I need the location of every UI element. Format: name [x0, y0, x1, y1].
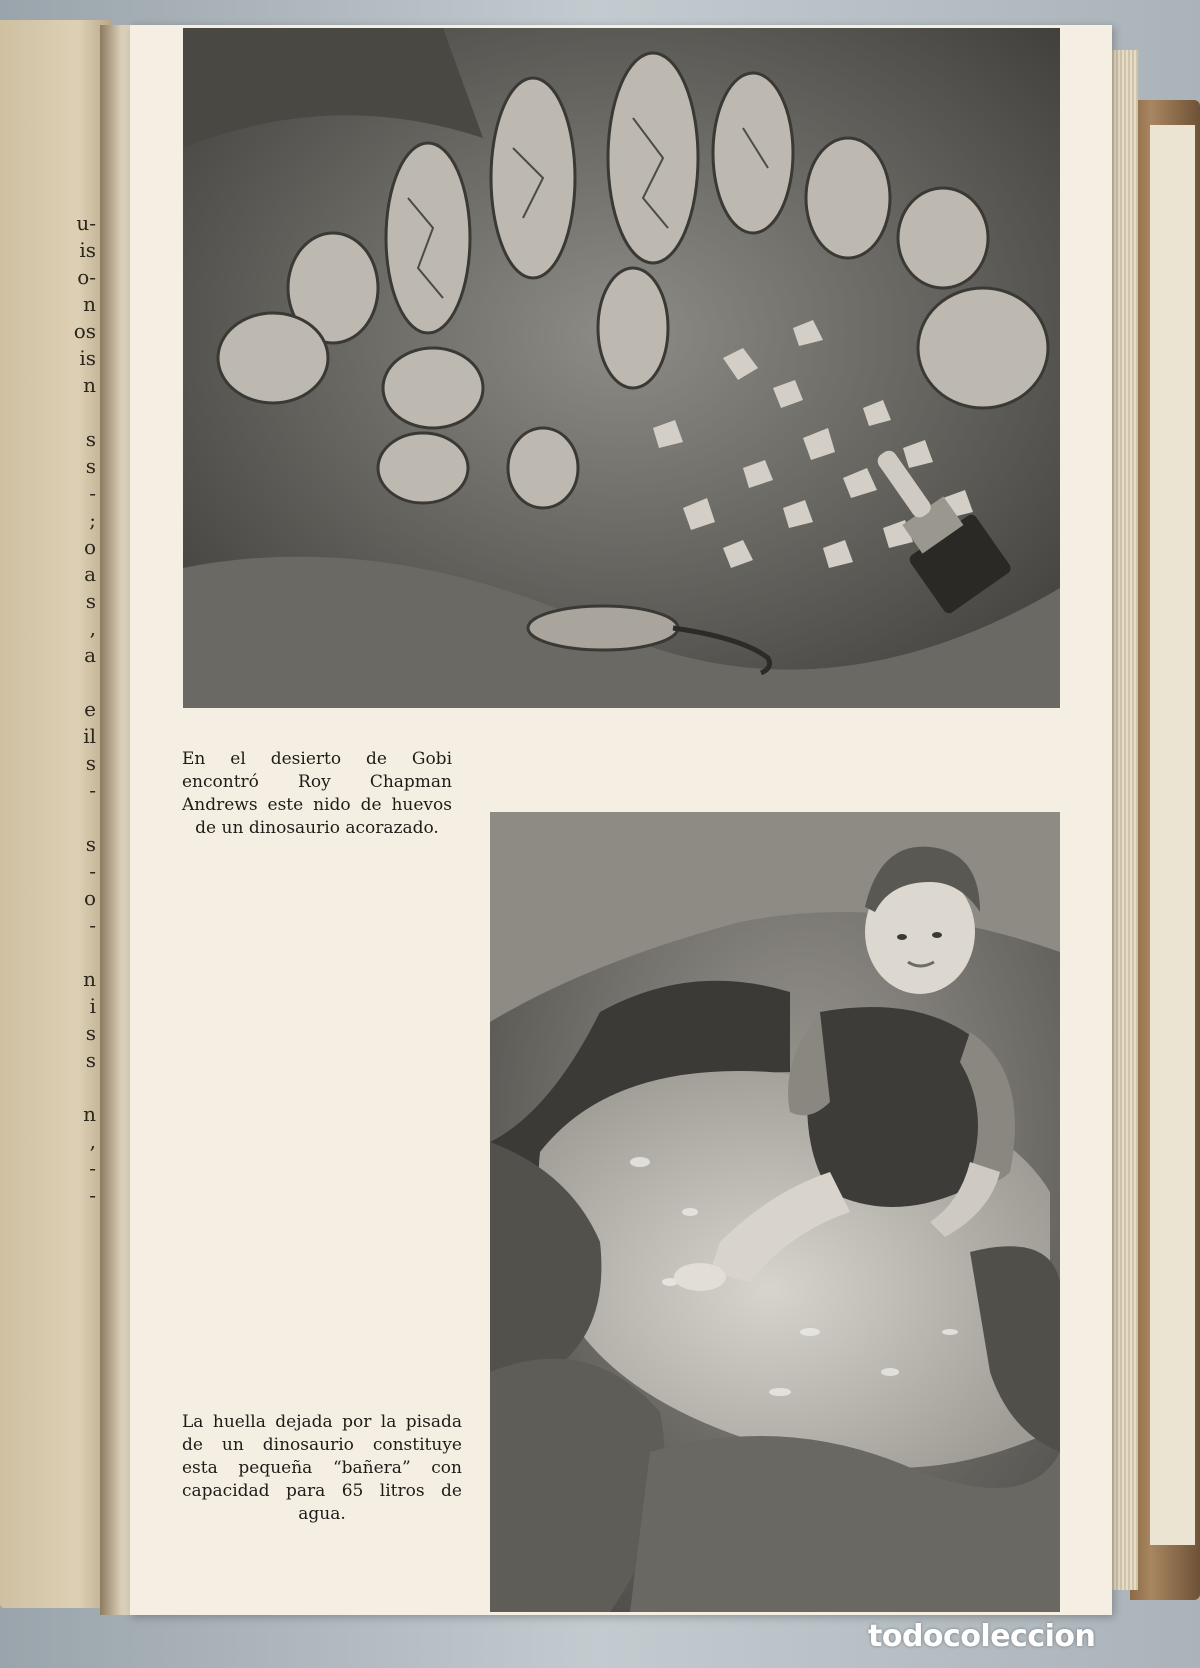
left-page-fragment: os: [73, 319, 96, 343]
left-page-fragment: s: [85, 751, 96, 775]
left-page-fragment: [0, 1074, 100, 1101]
left-page-fragment: is: [79, 238, 96, 262]
left-page-fragment: il: [83, 724, 96, 748]
left-page-fragment: -: [89, 859, 96, 883]
left-page-fragment: [0, 399, 100, 426]
left-page-fragment: u-: [76, 211, 96, 235]
left-page-fragment: o: [83, 886, 96, 910]
left-page-fragment: a: [84, 562, 96, 586]
left-page-fragment: s: [85, 427, 96, 451]
child-in-footprint-photo: [490, 812, 1060, 1612]
left-page-fragment: s: [85, 832, 96, 856]
left-page-fragment: ,: [89, 616, 96, 640]
watermark: [868, 1610, 1198, 1662]
bottom-photo-caption: La huella dejada por la pisada de un dinosaurio constituye esta pequeña “bañera” con capacidad para 65 litros de agua.: [182, 1412, 462, 1524]
left-page-fragment: n: [83, 292, 96, 316]
left-page-fragment: n: [83, 967, 96, 991]
left-page-fragment: a: [84, 643, 96, 667]
dinosaur-eggs-photo: [183, 28, 1060, 708]
left-page-fragment: s: [85, 1048, 96, 1072]
left-page-fragment: [0, 939, 100, 966]
left-page-fragment: [0, 669, 100, 696]
top-photo-caption: En el desierto de Gobi encontró Roy Chapman Andrews este nido de huevos de un dinosaurio acorazado.: [182, 749, 452, 838]
left-page-fragment: [0, 1209, 100, 1236]
left-page-fragment: is: [79, 346, 96, 370]
left-page-fragment: s: [85, 589, 96, 613]
left-page-fragment: e: [84, 697, 96, 721]
left-page-fragment: o-: [77, 265, 96, 289]
left-page-fragment: [0, 804, 100, 831]
left-page-fragment: -: [89, 1156, 96, 1180]
left-page-fragment: ,: [89, 1129, 96, 1153]
left-page-fragment: -: [89, 481, 96, 505]
left-page-fragment: -: [89, 913, 96, 937]
left-page-fragment: i: [89, 994, 96, 1018]
left-page-fragment: o: [83, 535, 96, 559]
left-page-text-fragments: [0, 210, 100, 1236]
left-page-fragment: s: [85, 1021, 96, 1045]
right-page: [130, 25, 1112, 1615]
left-page-fragment: ;: [89, 508, 96, 532]
left-page-fragment: -: [89, 778, 96, 802]
left-page-fragment: s: [85, 454, 96, 478]
left-page-fragment: -: [89, 1183, 96, 1207]
book-cover-lining: [1150, 125, 1195, 1545]
left-page-fragment: n: [83, 1102, 96, 1126]
left-page: [0, 20, 112, 1608]
left-page-fragment: n: [83, 373, 96, 397]
watermark-text: todocoleccion: [868, 1618, 1096, 1654]
